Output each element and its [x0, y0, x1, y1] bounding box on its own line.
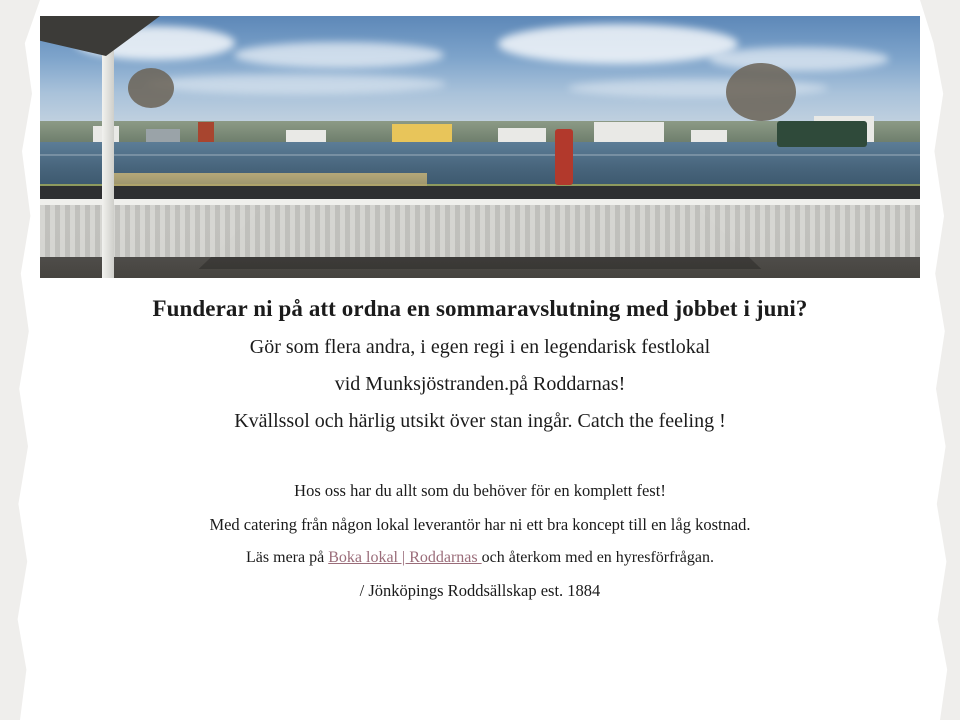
- lead-line-1: Gör som flera andra, i egen regi i en legendarisk festlokal: [249, 336, 711, 358]
- building-shape: [498, 128, 546, 142]
- railing-post: [102, 32, 114, 278]
- lead-line-2: vid Munksjöstranden.på Roddarnas!: [334, 373, 626, 395]
- building-shape: [691, 130, 727, 142]
- body-line-1: Hos oss har du allt som du behöver för en komplett fest!: [294, 481, 666, 500]
- cloud-icon: [498, 24, 738, 64]
- building-shape: [594, 122, 664, 142]
- headline: Funderar ni på att ordna en sommaravslutning med jobbet i juni?: [152, 296, 808, 321]
- building-shape: [198, 122, 214, 142]
- text-content: [60, 296, 900, 601]
- cloud-icon: [146, 74, 446, 94]
- cloud-icon: [234, 42, 444, 68]
- cta-line: [60, 549, 900, 567]
- building-shape: [146, 129, 180, 142]
- signature: / Jönköpings Roddsällskap est. 1884: [359, 581, 601, 600]
- tractor-shape: [777, 121, 867, 147]
- lead-line-3: Kvällssol och härlig utsikt över stan ingår. Catch the feeling !: [234, 410, 726, 432]
- header-photo: [40, 16, 920, 278]
- building-shape: [286, 130, 326, 142]
- cta-suffix: och återkom med en hyresförfrågan.: [481, 549, 714, 566]
- paragraph-spacer: [60, 447, 900, 481]
- building-shape: [392, 124, 452, 142]
- booking-link[interactable]: Boka lokal | Roddarnas: [328, 549, 482, 566]
- photo-scene: [40, 16, 920, 278]
- cta-prefix: Läs mera på: [246, 549, 329, 566]
- red-bollard-shape: [555, 129, 573, 185]
- white-railing: [40, 205, 920, 257]
- body-line-2: Med catering från någon lokal leverantör har ni ett bra koncept till en låg kostnad.: [209, 515, 751, 534]
